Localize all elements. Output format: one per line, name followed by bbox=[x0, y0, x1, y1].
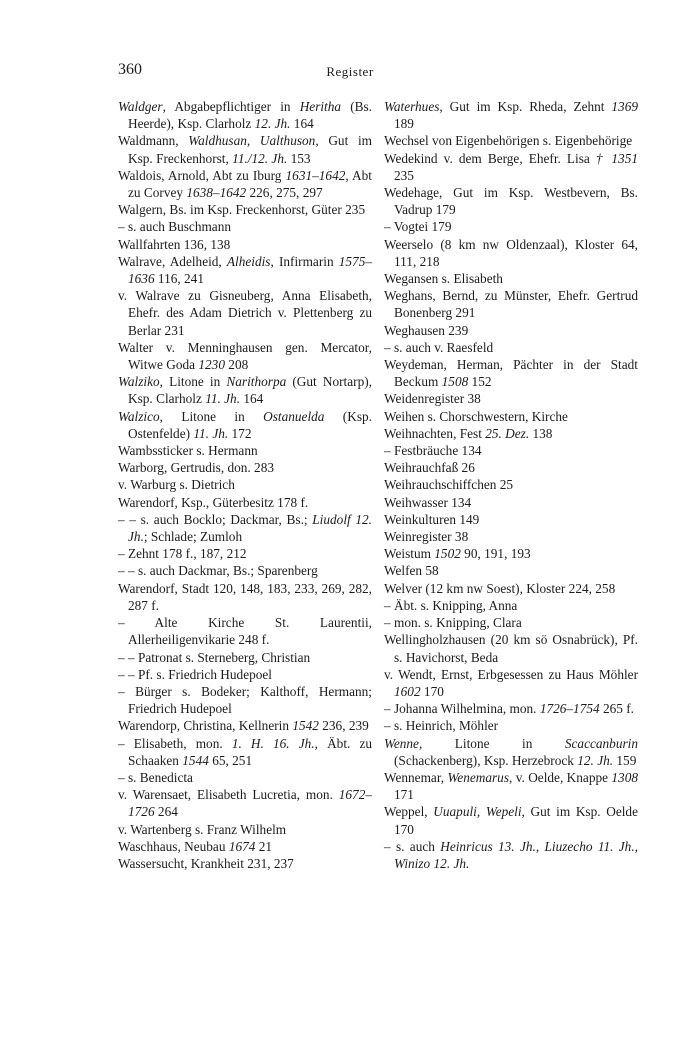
index-entry: Waldois, Arnold, Abt zu Iburg 1631–1642, Abt zu Corvey 1638–1642 226, 275, 297 bbox=[118, 167, 372, 201]
index-entry: v. Wartenberg s. Franz Wilhelm bbox=[118, 821, 287, 837]
index-entry: Weihwasser 134 bbox=[384, 494, 472, 510]
index-entry: Waldmann, Waldhusan, Ualthuson, Gut im Ksp. Freckenhorst, 11./12. Jh. 153 bbox=[118, 133, 372, 166]
index-entry: Welfen 58 bbox=[384, 563, 439, 579]
index-entry: Wechsel von Eigenbehörigen s. Eigenbehörige bbox=[384, 133, 633, 149]
index-entry: Wegansen s. Elisabeth bbox=[384, 271, 503, 287]
index-entry: – s. Benedicta bbox=[118, 769, 193, 785]
index-entry: Weghans, Bernd, zu Münster, Ehefr. Gertrud Bonenberg 291 bbox=[384, 288, 638, 321]
index-entry: Weidenregister 38 bbox=[384, 391, 481, 407]
index-entry: v. Warensaet, Elisabeth Lucretia, mon. 1672–1726 264 bbox=[118, 787, 372, 820]
index-entry: Walzico, Litone in Ostanuelda (Ksp. Ostenfelde) 11. Jh. 172 bbox=[118, 408, 372, 441]
index-entry: Warendorp, Christina, Kellnerin 1542 236, 239 bbox=[118, 718, 369, 734]
index-column-left bbox=[118, 98, 372, 872]
index-entry: – – Pf. s. Friedrich Hudepoel bbox=[118, 666, 272, 682]
index-entry: – Bürger s. Bodeker; Kalthoff, Hermann; Friedrich Hudepoel bbox=[118, 683, 372, 717]
index-entry: Weghausen 239 bbox=[384, 322, 469, 338]
index-entry: – Äbt. s. Knipping, Anna bbox=[384, 597, 518, 613]
index-entry: Waschhaus, Neubau 1674 21 bbox=[118, 838, 273, 854]
index-entry: Waterhues, Gut im Ksp. Rheda, Zehnt 1369 189 bbox=[384, 99, 638, 132]
index-entry: Weinregister 38 bbox=[384, 529, 469, 545]
page-number: 360 bbox=[118, 61, 142, 78]
index-entry: Walrave, Adelheid, Alheidis, Infirmarin 1575–1636 116, 241 bbox=[118, 253, 372, 287]
index-entry: Weppel, Uuapuli, Wepeli, Gut im Ksp. Oelde 170 bbox=[384, 804, 638, 837]
index-entry: – s. Heinrich, Möhler bbox=[384, 718, 499, 734]
index-entry: – s. auch v. Raesfeld bbox=[384, 339, 494, 355]
index-entry: Weihrauchschiffchen 25 bbox=[384, 477, 514, 493]
index-entry: Weydeman, Herman, Pächter in der Stadt Beckum 1508 152 bbox=[384, 357, 638, 390]
index-entry: Weihrauchfaß 26 bbox=[384, 460, 475, 476]
index-entry: Wassersucht, Krankheit 231, 237 bbox=[118, 855, 294, 871]
index-entry: – s. auch Buschmann bbox=[118, 219, 232, 235]
index-entry: Walgern, Bs. im Ksp. Freckenhorst, Güter 235 bbox=[118, 202, 366, 218]
running-head: Register bbox=[326, 64, 374, 79]
index-entry: – – s. auch Bocklo; Dackmar, Bs.; Liudolf 12. Jh.; Schlade; Zumloh bbox=[118, 511, 372, 545]
index-entry: Warendorf, Ksp., Güterbesitz 178 f. bbox=[118, 494, 309, 510]
index-entry: Weinkulturen 149 bbox=[384, 511, 480, 527]
index-entry: v. Warburg s. Dietrich bbox=[118, 477, 235, 493]
index-entry: Waldger, Abgabepflichtiger in Heritha (Bs. Heerde), Ksp. Clarholz 12. Jh. 164 bbox=[118, 99, 373, 132]
index-entry: Weerselo (8 km nw Oldenzaal), Kloster 64, 111, 218 bbox=[384, 236, 638, 269]
index-entry: v. Wendt, Ernst, Erbgesessen zu Haus Möhler 1602 170 bbox=[384, 666, 638, 699]
index-entry: Walziko, Litone in Narithorpa (Gut Nortarp), Ksp. Clarholz 11. Jh. 164 bbox=[118, 374, 372, 407]
index-entry: Warborg, Gertrudis, don. 283 bbox=[118, 460, 275, 476]
index-entry: – Alte Kirche St. Laurentii, Allerheiligenvikarie 248 f. bbox=[118, 615, 372, 648]
index-entry: – – Patronat s. Sterneberg, Christian bbox=[118, 649, 311, 665]
index-entry: Wedekind v. dem Berge, Ehefr. Lisa † 1351 235 bbox=[384, 150, 638, 183]
index-entry: Wedehage, Gut im Ksp. Westbevern, Bs. Vadrup 179 bbox=[384, 185, 638, 218]
index-entry: – Elisabeth, mon. 1. H. 16. Jh., Äbt. zu Schaaken 1544 65, 251 bbox=[118, 735, 373, 768]
index-entry: v. Walrave zu Gisneuberg, Anna Elisabeth, Ehefr. des Adam Dietrich v. Plettenberg zu Berlar 231 bbox=[118, 288, 372, 338]
index-entry: – Festbräuche 134 bbox=[384, 443, 482, 459]
index-entry: – mon. s. Knipping, Clara bbox=[384, 615, 522, 631]
index-entry: – – s. auch Dackmar, Bs.; Sparenberg bbox=[118, 563, 318, 579]
index-column-right bbox=[384, 98, 638, 872]
index-entry: Weihen s. Chorschwestern, Kirche bbox=[384, 408, 568, 424]
index-entry: Weistum 1502 90, 191, 193 bbox=[384, 546, 531, 562]
index-entry: Welver (12 km nw Soest), Kloster 224, 258 bbox=[384, 580, 616, 596]
index-entry: Weihnachten, Fest 25. Dez. 138 bbox=[384, 425, 553, 441]
index-entry: Wellingholzhausen (20 km sö Osnabrück), Pf. s. Havichorst, Beda bbox=[384, 632, 638, 665]
index-entry: Wennemar, Wenemarus, v. Oelde, Knappe 1308 171 bbox=[384, 769, 638, 803]
index-entry: Wenne, Litone in Scaccanburin (Schackenberg), Ksp. Herzebrock 12. Jh. 159 bbox=[384, 735, 638, 768]
index-entry: – s. auch Heinricus 13. Jh., Liuzecho 11. Jh., Winizo 12. Jh. bbox=[384, 838, 638, 871]
index-entry: – Zehnt 178 f., 187, 212 bbox=[118, 546, 247, 562]
index-entry: Walter v. Menninghausen gen. Mercator, Witwe Goda 1230 208 bbox=[118, 339, 372, 373]
index-entry: – Johanna Wilhelmina, mon. 1726–1754 265 f. bbox=[384, 701, 635, 717]
index-entry: Warendorf, Stadt 120, 148, 183, 233, 269, 282, 287 f. bbox=[118, 580, 372, 613]
index-entry: Wambssticker s. Hermann bbox=[118, 443, 258, 459]
index-entry: – Vogtei 179 bbox=[384, 219, 452, 235]
index-entry: Wallfahrten 136, 138 bbox=[118, 236, 231, 252]
